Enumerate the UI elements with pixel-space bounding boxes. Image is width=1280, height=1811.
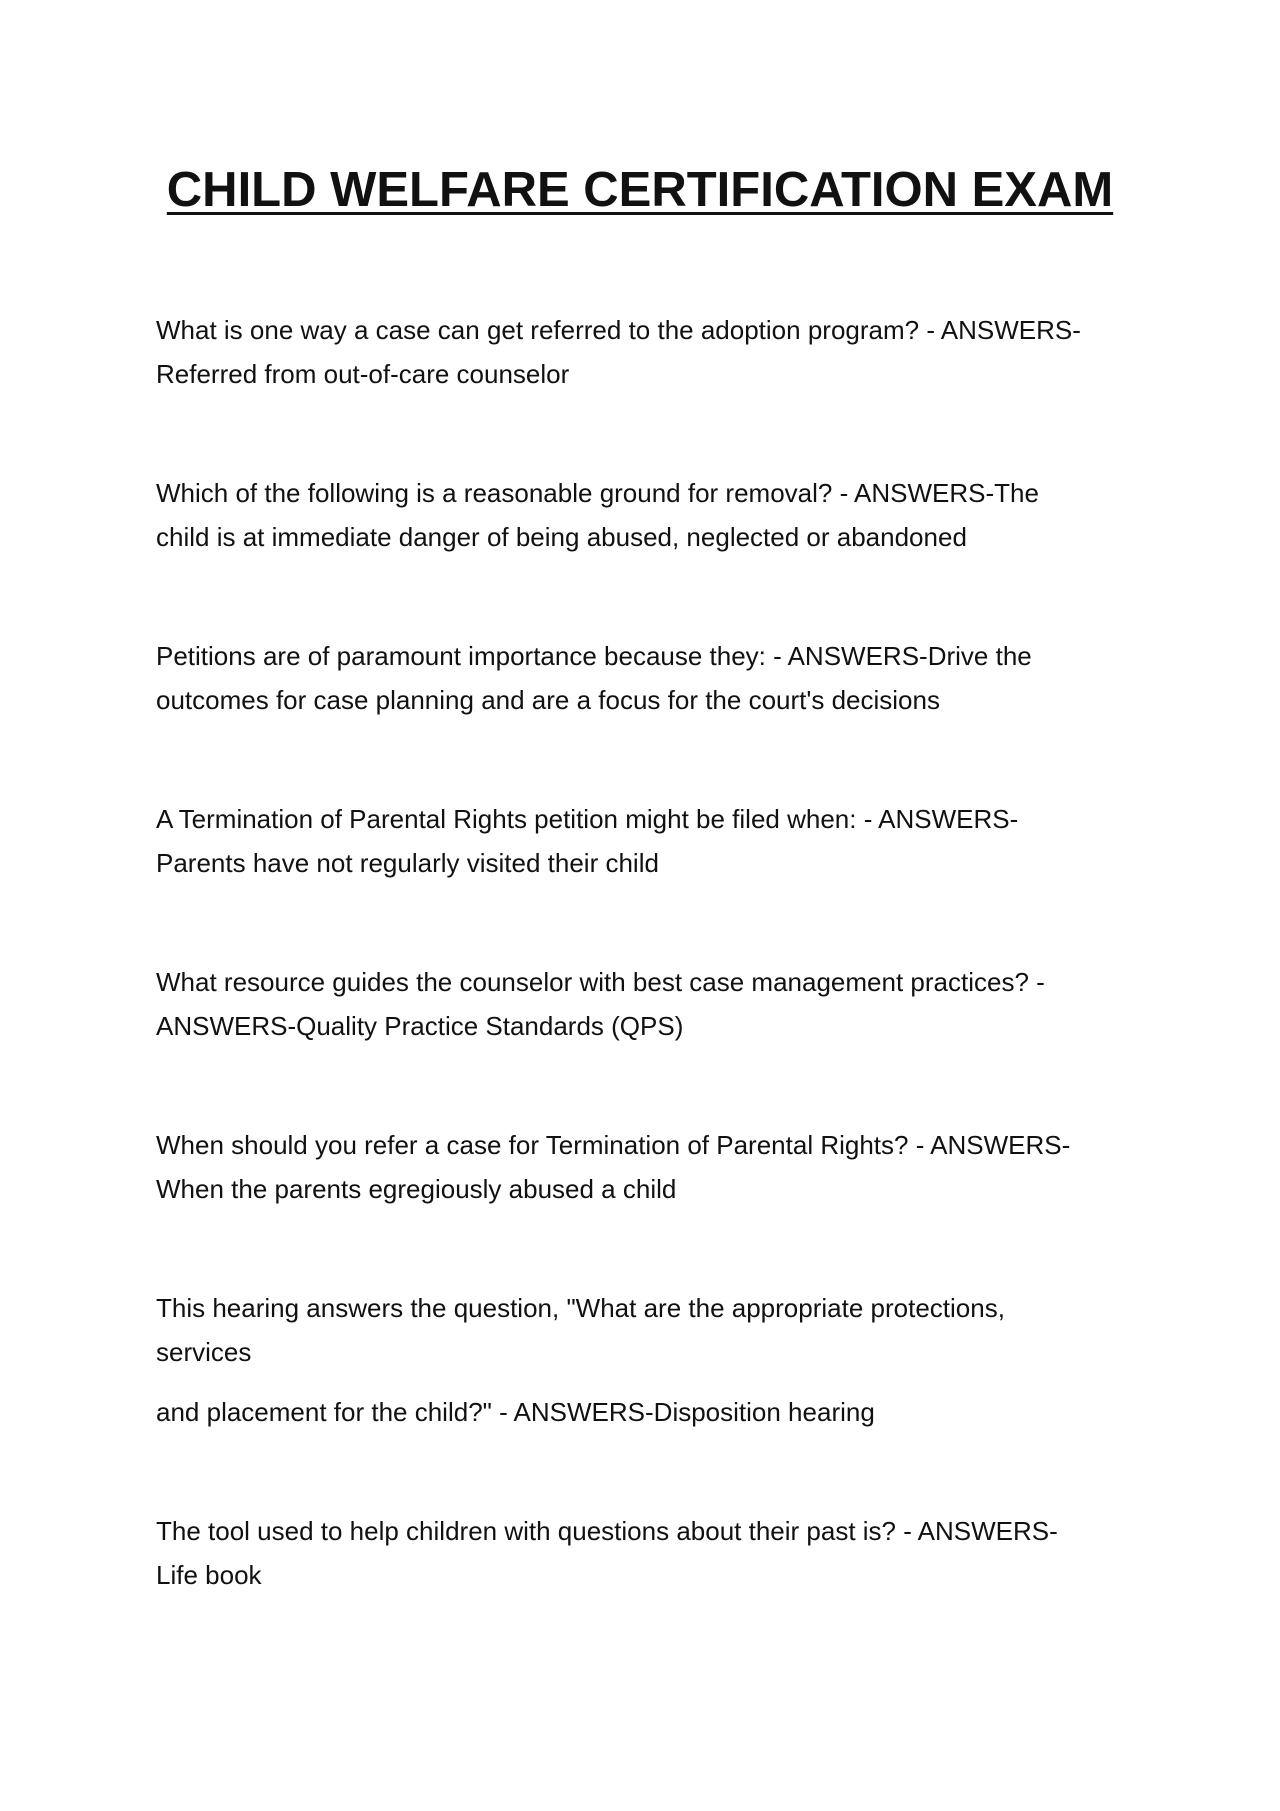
qa-line: Referred from out-of-care counselor [156, 359, 570, 389]
qa-line: A Termination of Parental Rights petition might be filed when: - ANSWERS- [156, 804, 1019, 834]
question-answer-item [156, 960, 1136, 1048]
qa-line: Which of the following is a reasonable ground for removal? - ANSWERS-The [156, 478, 1039, 508]
page-title-text: CHILD WELFARE CERTIFICATION EXAM [166, 163, 1114, 217]
question-answer-item [156, 308, 1136, 396]
qa-line: What is one way a case can get referred to the adoption program? - ANSWERS- [156, 315, 1081, 345]
qa-line: Life book [156, 1560, 262, 1590]
qa-line: The tool used to help children with questions about their past is? - ANSWERS- [156, 1516, 1058, 1546]
question-answer-item [156, 471, 1136, 559]
qa-continuation-line: and placement for the child?" - ANSWERS-Disposition hearing [156, 1397, 875, 1427]
qa-line: Parents have not regularly visited their child [156, 848, 659, 878]
qa-line: child is at immediate danger of being abused, neglected or abandoned [156, 522, 967, 552]
question-answer-item [156, 1286, 1136, 1434]
question-answer-item [156, 1123, 1136, 1211]
qa-line: When the parents egregiously abused a child [156, 1174, 677, 1204]
question-answer-item [156, 1509, 1136, 1597]
qa-line: Petitions are of paramount importance because they: - ANSWERS-Drive the [156, 641, 1032, 671]
question-answer-item [156, 634, 1136, 722]
question-answer-item [156, 797, 1136, 885]
question-answer-list [156, 308, 1136, 1672]
qa-line: outcomes for case planning and are a focus for the court's decisions [156, 685, 940, 715]
page-title [0, 160, 1280, 220]
qa-line: This hearing answers the question, "What are the appropriate protections, [156, 1293, 1005, 1323]
qa-line: What resource guides the counselor with best case management practices? - [156, 967, 1045, 997]
qa-line: When should you refer a case for Termination of Parental Rights? - ANSWERS- [156, 1130, 1071, 1160]
qa-line: ANSWERS-Quality Practice Standards (QPS) [156, 1011, 684, 1041]
qa-line: services [156, 1337, 252, 1367]
